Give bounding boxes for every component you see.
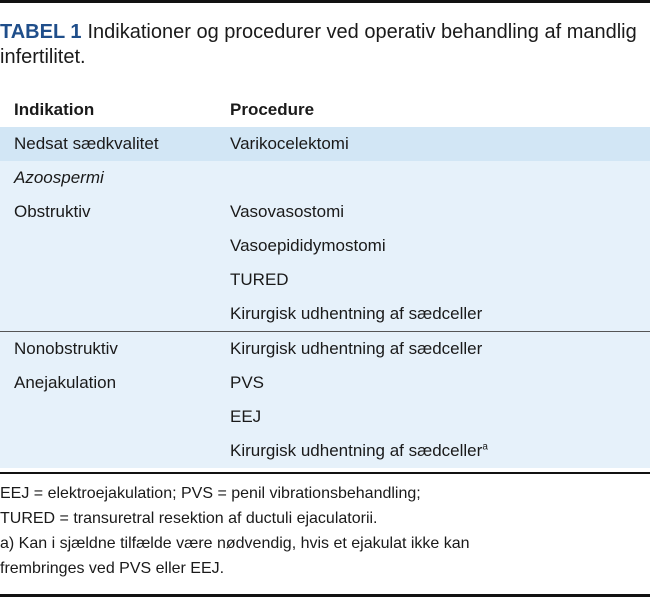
header-row: [0, 93, 650, 127]
cell-procedure: [230, 161, 650, 195]
cell-procedure: EEJ: [230, 400, 650, 434]
footnote-a-1: a) Kan i sjældne tilfælde være nødvendig, hvis et ejakulat ikke kan: [0, 535, 470, 552]
cell-indication: [0, 229, 230, 263]
cell-indication: [0, 400, 230, 434]
footnote-abbrev-1: EEJ = elektroejakulation; PVS = penil vibrationsbehandling;: [0, 485, 421, 502]
table-row: [0, 366, 650, 400]
cell-procedure: Kirurgisk udhentning af sædceller: [230, 297, 650, 332]
table-bottom-rule: [0, 472, 650, 474]
cell-indication: [0, 297, 230, 332]
table-row: [0, 332, 650, 367]
table-title: Indikationer og procedurer ved operativ behandling af mandlig infertilitet.: [0, 21, 637, 68]
cell-procedure: TURED: [230, 263, 650, 297]
cell-procedure: Vasovasostomi: [230, 195, 650, 229]
table-row: [0, 161, 650, 195]
footnote-abbrev-2: TURED = transuretral resektion af ductuli ejaculatorii.: [0, 510, 378, 527]
header-procedure: Procedure: [230, 93, 650, 127]
table-footnotes: [0, 481, 646, 581]
table-caption: [0, 20, 646, 70]
cell-indication: Nonobstruktiv: [0, 332, 230, 367]
indications-table: [0, 93, 650, 468]
table-label: TABEL 1: [0, 21, 82, 43]
cell-indication: [0, 434, 230, 468]
cell-procedure: Varikocelektomi: [230, 127, 650, 161]
cell-procedure: Kirurgisk udhentning af sædceller: [230, 332, 650, 367]
table-row: [0, 434, 650, 468]
cell-procedure: PVS: [230, 366, 650, 400]
table-row: [0, 263, 650, 297]
table-row: [0, 229, 650, 263]
cell-indication: Anejakulation: [0, 366, 230, 400]
footnote-a-2: frembringes ved PVS eller EEJ.: [0, 560, 225, 577]
header-indication: Indikation: [0, 93, 230, 127]
cell-procedure: [230, 434, 650, 468]
cell-procedure-text: Kirurgisk udhentning af sædceller: [230, 441, 483, 460]
table-row: [0, 400, 650, 434]
cell-indication: Azoospermi: [0, 161, 230, 195]
cell-indication: [0, 263, 230, 297]
table-row: [0, 297, 650, 332]
cell-indication: Nedsat sædkvalitet: [0, 127, 230, 161]
footnote-marker: a: [482, 441, 488, 453]
cell-procedure: Vasoepididymostomi: [230, 229, 650, 263]
top-rule: [0, 0, 650, 3]
bottom-rule: [0, 594, 650, 597]
table-row: [0, 195, 650, 229]
table-row: [0, 127, 650, 161]
cell-indication: Obstruktiv: [0, 195, 230, 229]
